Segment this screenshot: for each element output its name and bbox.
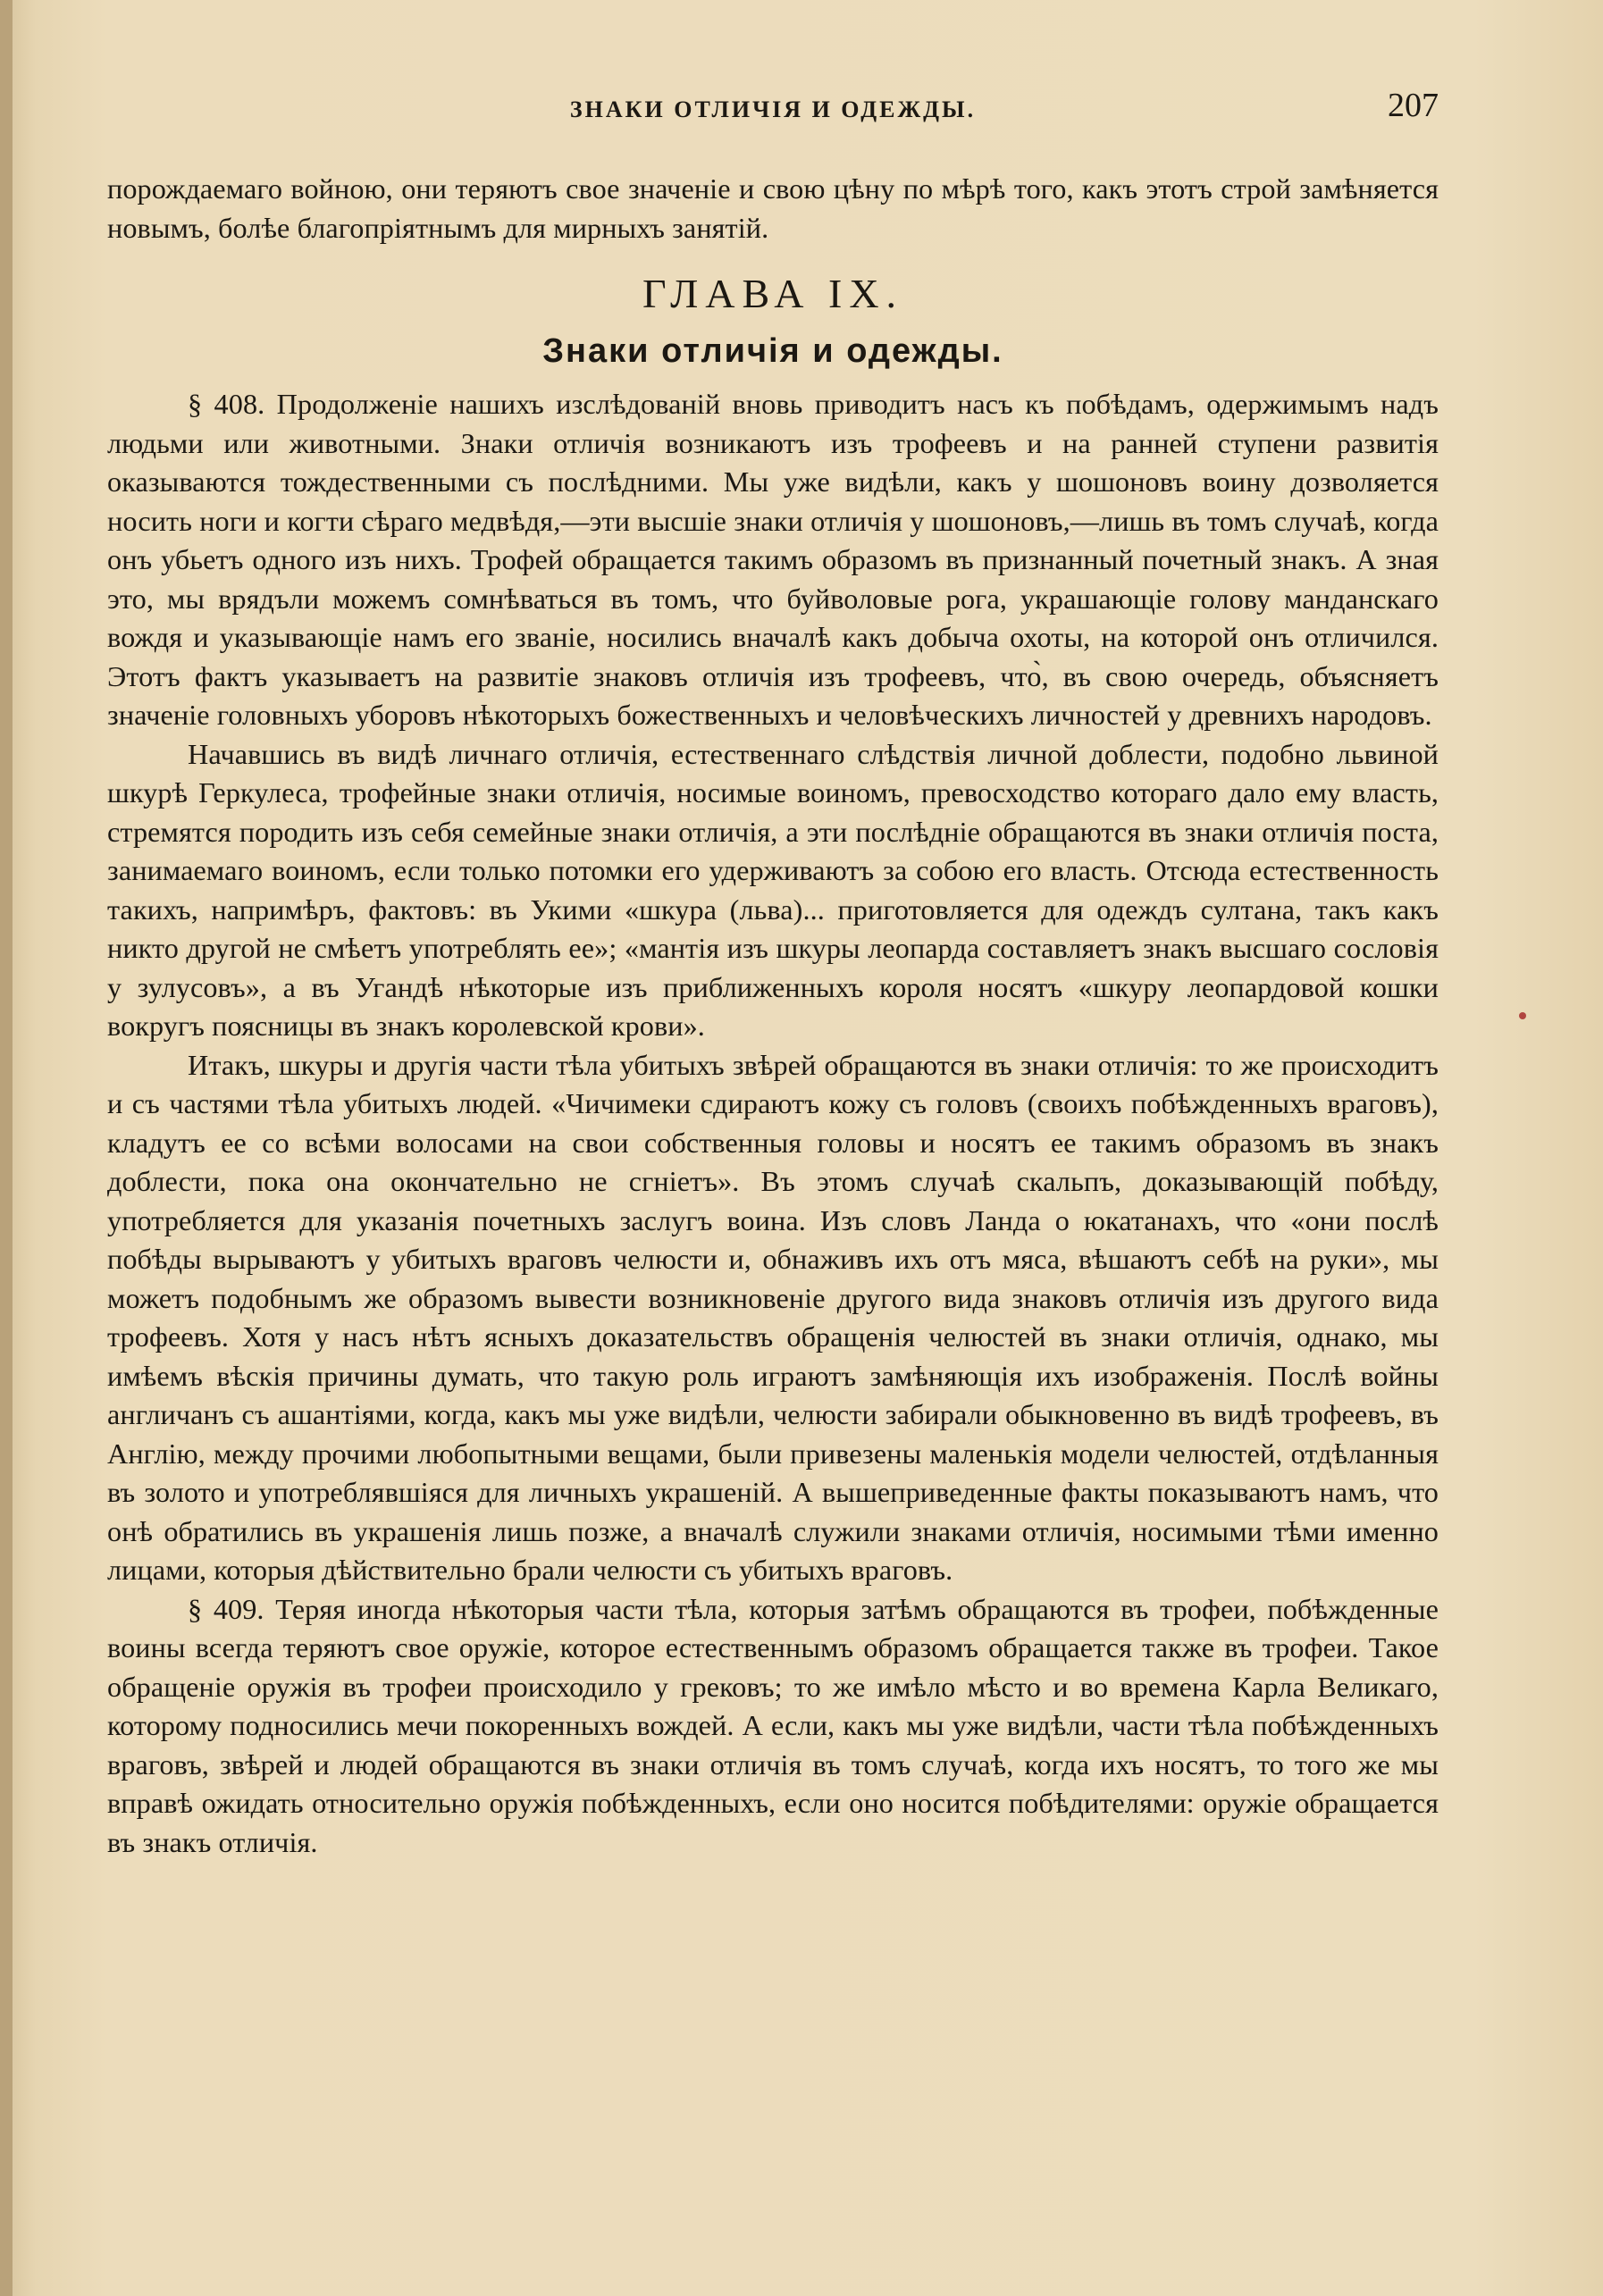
chapter-number: ГЛАВА IX. [642,271,904,316]
chapter-title: Знаки отличія и одежды. [542,332,1003,370]
page-number: 207 [1388,87,1439,124]
paragraph-408: § 408. Продолженіе нашихъ изслѣдованій вновь приводитъ насъ къ побѣдамъ, одержимымъ надъ людьми или животными. Знаки отличія возникаютъ изъ трофеевъ и на ранней ступени развитія оказываются тождественными съ послѣдними. Мы уже видѣли, какъ у шошоновъ воину дозволяется носить ноги и когти сѣраго медвѣдя,—эти высшіе знаки отличія у шошоновъ,—лишь въ томъ случаѣ, когда онъ убьетъ одного изъ нихъ. Трофей обращается такимъ образомъ въ признанный почетный знакъ. А зная это, мы врядъли можемъ сомнѣваться въ томъ, что буйволовые рога, украшающіе голову манданскаго вождя и указывающіе намъ его званіе, носились вначалѣ какъ добыча охоты, на которой онъ отличился. Этотъ фактъ указываетъ на развитіе знаковъ отличія изъ трофеевъ, что̀, въ свою очередь, объясняетъ значеніе головныхъ уборовъ нѣкоторыхъ божественныхъ и человѣческихъ личностей у древнихъ народовъ. [107,388,1439,731]
page-spine-edge [0,0,13,2296]
running-head [107,86,1439,139]
paragraph-409: § 409. Теряя иногда нѣкоторыя части тѣла, которыя затѣмъ обращаются въ трофеи, побѣжденные воины всегда теряютъ свое оружіе, которое естественнымъ образомъ обращается также въ трофеи. Такое обращеніе оружія въ трофеи происходило у грековъ; то же имѣло мѣсто и во времена Карла Великаго, которому подносились мечи покоренныхъ вождей. А если, какъ мы уже видѣли, части тѣла побѣжденныхъ враговъ, звѣрей и людей обращаются въ знаки отличія въ томъ случаѣ, когда ихъ носятъ, то того же мы вправѣ ожидать относительно оружія побѣжденныхъ, если оно носится побѣдителями: оружіе обращается въ знакъ отличія. [107,1592,1439,1858]
running-head-title: ЗНАКИ ОТЛИЧІЯ И ОДЕЖДЫ. [569,96,977,122]
text-block [107,170,1439,1862]
ink-spot [1519,1012,1526,1019]
paragraph-insignia-origin: Начавшись въ видѣ личнаго отличія, естественнаго слѣдствія личной доблести, подобно львиной шкурѣ Геркулеса, трофейные знаки отличія, носимые воиномъ, превосходство котораго дало ему власть, стремятся породить изъ себя семейные знаки отличія, а эти послѣдніе обращаются въ знаки отличія поста, занимаемаго воиномъ, если только потомки его удерживаютъ за собою его власть. Отсюда естественность такихъ, напримѣръ, фактовъ: въ Укими «шкура (льва)... приготовляется для одеждъ султана, такъ какъ никто другой не смѣетъ употреблять ее»; «мантія изъ шкуры леопарда составляетъ знакъ высшаго сословія у зулусовъ», а въ Угандѣ нѣкоторые изъ приближенныхъ короля носятъ «шкуру леопардовой кошки вокругъ поясницы въ знакъ королевской крови». [107,737,1439,1042]
opening-paragraph: порождаемаго войною, они теряютъ свое значеніе и свою цѣну по мѣрѣ того, какъ этотъ строй замѣняется новымъ, болѣе благопріятнымъ для мирныхъ занятій. [107,172,1439,244]
paragraph-skins-and-body-parts: Итакъ, шкуры и другія части тѣла убитыхъ звѣрей обращаются въ знаки отличія: то же происходитъ и съ частями тѣла убитыхъ людей. «Чичимеки сдираютъ кожу съ головъ (своихъ побѣжденныхъ враговъ), кладутъ ее со всѣми волосами на свои собственныя головы и носятъ ее такимъ образомъ въ знакъ доблести, пока она окончательно не сгніетъ». Въ этомъ случаѣ скальпъ, доказывающій побѣду, употребляется для указанія почетныхъ заслугъ воина. Изъ словъ Ланда о юкатанахъ, что «они послѣ побѣды вырываютъ у убитыхъ враговъ челюсти и, обнаживъ ихъ отъ мяса, вѣшаютъ себѣ на руки», мы можетъ подобнымъ же образомъ вывести возникновеніе другого вида знаковъ отличія изъ другого вида трофеевъ. Хотя у насъ нѣтъ ясныхъ доказательствъ обращенія челюстей въ знаки отличія, однако, мы имѣемъ вѣскія причины думать, что такую роль играютъ замѣняющія ихъ изображенія. Послѣ войны англичанъ съ ашантіями, когда, какъ мы уже видѣли, челюсти забирали обыкновенно въ видѣ трофеевъ, въ Англію, между прочими любопытными вещами, были привезены маленькія модели челюстей, отдѣланныя въ золото и употреблявшіяся для личныхъ украшеній. А вышеприведенные факты показываютъ намъ, что онѣ обратились въ украшенія лишь позже, а вначалѣ служили знаками отличія, носимыми тѣми именно лицами, которыя дѣйствительно брали челюсти съ убитыхъ враговъ. [107,1048,1439,1586]
